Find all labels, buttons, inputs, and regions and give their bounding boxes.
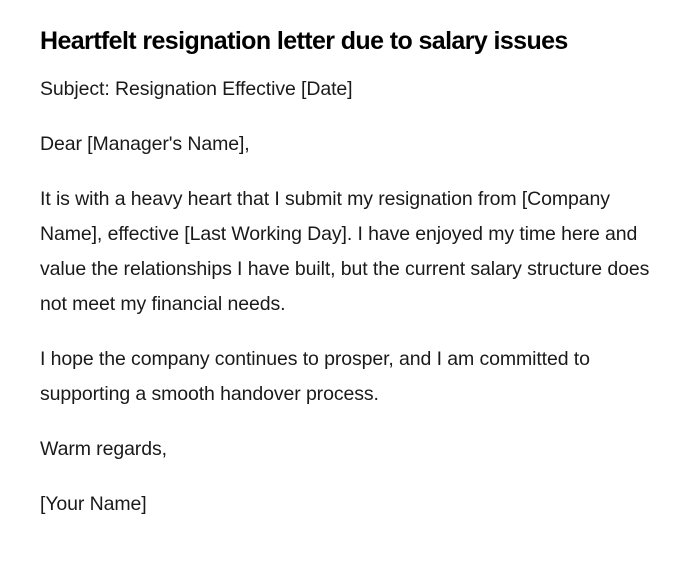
letter-document	[40, 22, 660, 542]
letter-closing: Warm regards,	[40, 438, 167, 460]
letter-salutation: Dear [Manager's Name],	[40, 133, 250, 155]
letter-subject: Subject: Resignation Effective [Date]	[40, 78, 353, 100]
letter-title: Heartfelt resignation letter due to salary issues	[40, 27, 568, 55]
letter-body-paragraph-1: It is with a heavy heart that I submit my resignation from [Company Name], effective [Last Working Day]. I have enjoyed my time here and value the relationships I have built, but the current salary structure does not meet my financial needs.	[40, 188, 650, 315]
letter-signature: [Your Name]	[40, 493, 147, 515]
letter-body-paragraph-2: I hope the company continues to prosper, and I am committed to supporting a smooth handover process.	[40, 348, 590, 405]
